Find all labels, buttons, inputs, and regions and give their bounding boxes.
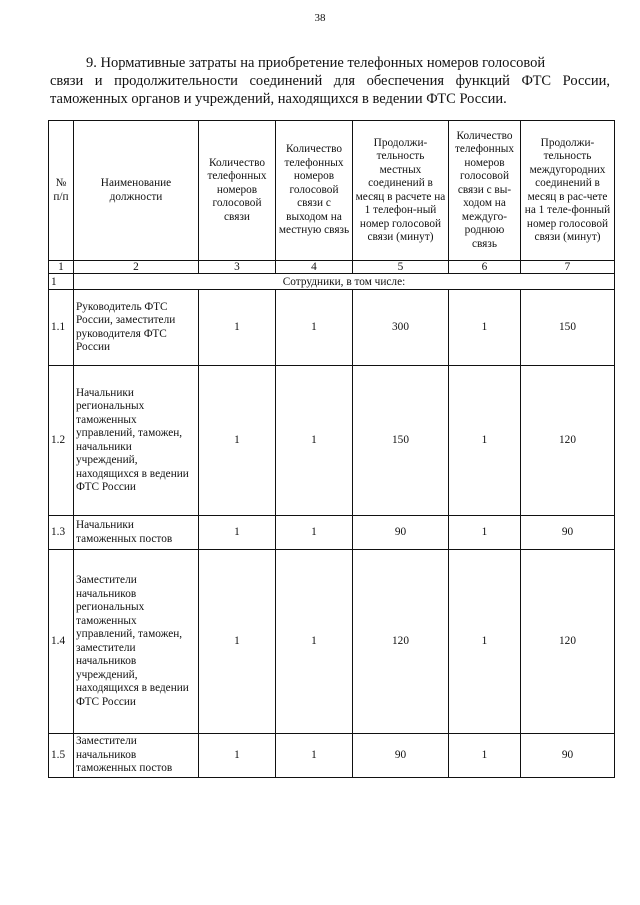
row-number: 1.2: [49, 366, 74, 516]
position-name: Начальники региональных таможенных управлений, таможен, начальники учреждений, находящихся в ведении ФТС России: [74, 366, 199, 516]
row-number: 1.3: [49, 516, 74, 550]
intercity-duration: 90: [521, 734, 615, 778]
intercity-duration: 120: [521, 550, 615, 734]
norms-table: [48, 120, 615, 778]
intercity-phone-count: 1: [449, 734, 521, 778]
column-number-row: [49, 261, 615, 274]
section-row: [49, 274, 615, 290]
row-number: 1.5: [49, 734, 74, 778]
column-number: 2: [74, 261, 199, 274]
local-duration: 90: [353, 516, 449, 550]
local-duration: 300: [353, 290, 449, 366]
section-heading: [50, 54, 610, 108]
header-row: [49, 121, 615, 261]
header-intercity-duration: Продолжи-тельность междугородних соединений в месяц в рас-чете на 1 теле-фонный номер голосовой связи (минут): [521, 121, 615, 261]
phone-count: 1: [199, 550, 276, 734]
position-name: Начальники таможенных постов: [74, 516, 199, 550]
heading-continuation: связи и продолжительности соединений для обеспечения функций ФТС России, таможенных органов и учреждений, находящихся в ведении ФТС России.: [50, 73, 610, 107]
section-number: 1: [49, 274, 74, 290]
header-position: Наименование должности: [74, 121, 199, 261]
column-number: 6: [449, 261, 521, 274]
intercity-duration: 150: [521, 290, 615, 366]
header-phone-count: Количество телефонных номеров голосовой связи: [199, 121, 276, 261]
column-number: 5: [353, 261, 449, 274]
header-number: № п/п: [49, 121, 74, 261]
local-duration: 120: [353, 550, 449, 734]
column-number: 3: [199, 261, 276, 274]
intercity-duration: 90: [521, 516, 615, 550]
local-duration: 90: [353, 734, 449, 778]
phone-count: 1: [199, 290, 276, 366]
column-number: 7: [521, 261, 615, 274]
header-intercity-phone-count: Количество телефонных номеров голосовой связи с вы-ходом на междуго-роднюю связь: [449, 121, 521, 261]
local-phone-count: 1: [276, 734, 353, 778]
intercity-phone-count: 1: [449, 290, 521, 366]
heading-first-line: 9. Нормативные затраты на приобретение телефонных номеров голосовой: [86, 55, 546, 71]
table-row: [49, 516, 615, 550]
position-name: Руководитель ФТС России, заместители руководителя ФТС России: [74, 290, 199, 366]
header-local-phone-count: Количество телефонных номеров голосовой связи с выходом на местную связь: [276, 121, 353, 261]
local-phone-count: 1: [276, 550, 353, 734]
intercity-phone-count: 1: [449, 550, 521, 734]
intercity-phone-count: 1: [449, 516, 521, 550]
phone-count: 1: [199, 366, 276, 516]
position-name: Заместители начальников региональных таможенных управлений, таможен, заместители начальников учреждений, находящихся в ведении ФТС России: [74, 550, 199, 734]
intercity-phone-count: 1: [449, 366, 521, 516]
phone-count: 1: [199, 734, 276, 778]
position-name: Заместители начальников таможенных постов: [74, 734, 199, 778]
phone-count: 1: [199, 516, 276, 550]
page-number: 38: [314, 12, 326, 24]
table-row: [49, 550, 615, 734]
column-number: 4: [276, 261, 353, 274]
intercity-duration: 120: [521, 366, 615, 516]
table-row: [49, 734, 615, 778]
header-local-duration: Продолжи-тельность местных соединений в месяц в расчете на 1 телефон-ный номер голосовой связи (минут): [353, 121, 449, 261]
local-phone-count: 1: [276, 516, 353, 550]
column-number: 1: [49, 261, 74, 274]
local-phone-count: 1: [276, 366, 353, 516]
section-label: Сотрудники, в том числе:: [74, 274, 615, 290]
table-row: [49, 290, 615, 366]
table-row: [49, 366, 615, 516]
local-duration: 150: [353, 366, 449, 516]
local-phone-count: 1: [276, 290, 353, 366]
row-number: 1.4: [49, 550, 74, 734]
row-number: 1.1: [49, 290, 74, 366]
